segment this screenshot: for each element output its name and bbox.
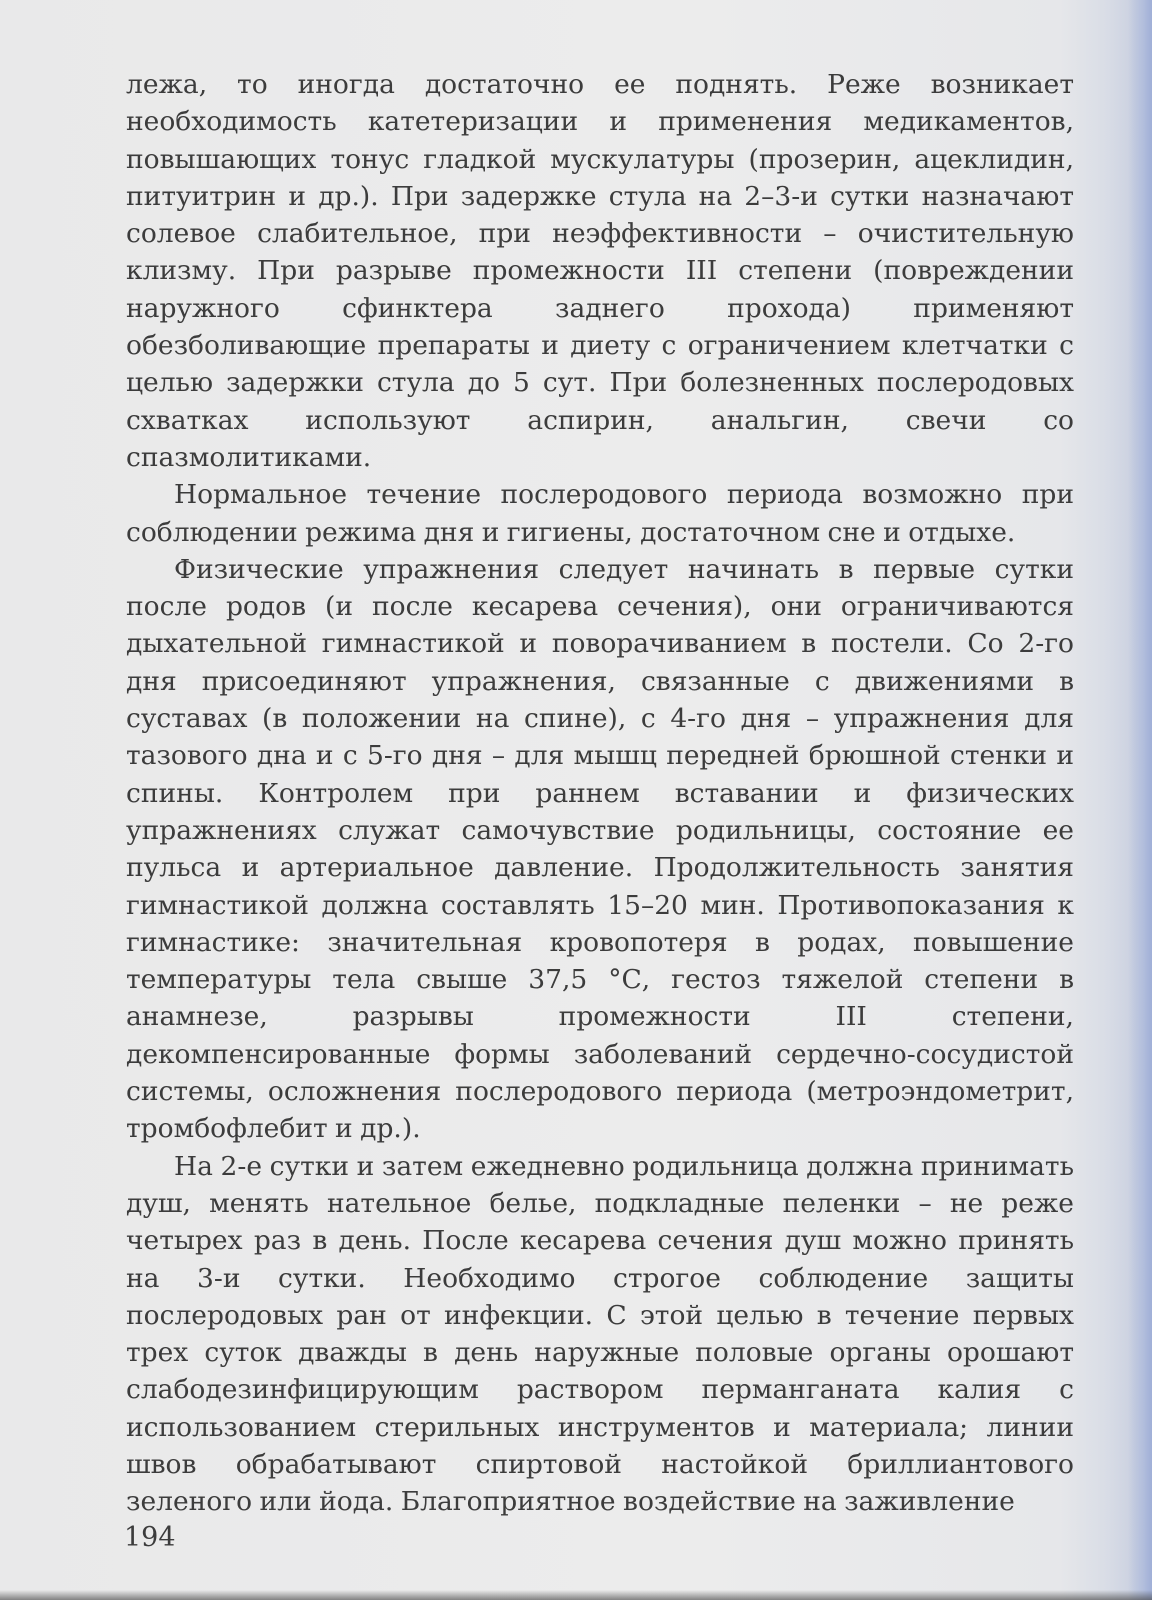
page-edge-shadow (1128, 0, 1152, 1600)
page-bottom-shadow (0, 1590, 1152, 1600)
body-text (126, 66, 1074, 1521)
paragraph-4: На 2-е сутки и затем ежедневно родильница должна принимать душ, менять нательное белье, подкладные пеленки – не реже четырех раз в день. После кесарева сечения душ можно принять на 3-и сутки. Необходимо строгое соблюдение защиты послеродовых ран от инфекции. С этой целью в течение первых трех суток дважды в день наружные половые органы орошают слабодезинфицирующим раствором перманганата калия с использованием стерильных инструментов и материала; линии швов обрабатывают спиртовой настойкой бриллиантового зеленого или йода. Благоприятное воздействие на заживление (126, 1150, 1074, 1518)
page-number: 194 (124, 1522, 176, 1553)
paragraph-3: Физические упражнения следует начинать в первые сутки после родов (и после кесарева сечения), они ограничиваются дыхательной гимнастикой и поворачиванием в постели. Со 2-го дня присоединяют упражнения, связанные с движениями в суставах (в положении на спине), с 4-го дня – упражнения для тазового дна и с 5-го дня – для мышц передней брюшной стенки и спины. Контролем при раннем вставании и физических упражнениях служат самочувствие родильницы, состояние ее пульса и артериальное давление. Продолжительность занятия гимнастикой должна составлять 15–20 мин. Противопоказания к гимнастике: значительная кровопотеря в родах, повышение температуры тела свыше 37,5 °С, гестоз тяжелой степени в анамнезе, разрывы промежности III степени, декомпенсированные формы заболеваний сердечно-сосудистой системы, осложнения послеродового периода (метроэндометрит, тромбофлебит и др.). (126, 553, 1074, 1145)
paragraph-1: лежа, то иногда достаточно ее поднять. Реже возникает необходимость катетеризации и применения медикаментов, повышающих тонус гладкой мускулатуры (прозерин, ацеклидин, питуитрин и др.). При задержке стула на 2–3-и сутки назначают солевое слабительное, при неэффективности – очистительную клизму. При разрыве промежности III степени (повреждении наружного сфинктера заднего прохода) применяют обезболивающие препараты и диету с ограничением клетчатки с целью задержки стула до 5 сут. При болезненных послеродовых схватках используют аспирин, анальгин, свечи со спазмолитиками. (126, 69, 1074, 473)
paragraph-2: Нормальное течение послеродового периода возможно при соблюдении режима дня и гигиены, достаточном сне и отдыхе. (126, 479, 1074, 548)
